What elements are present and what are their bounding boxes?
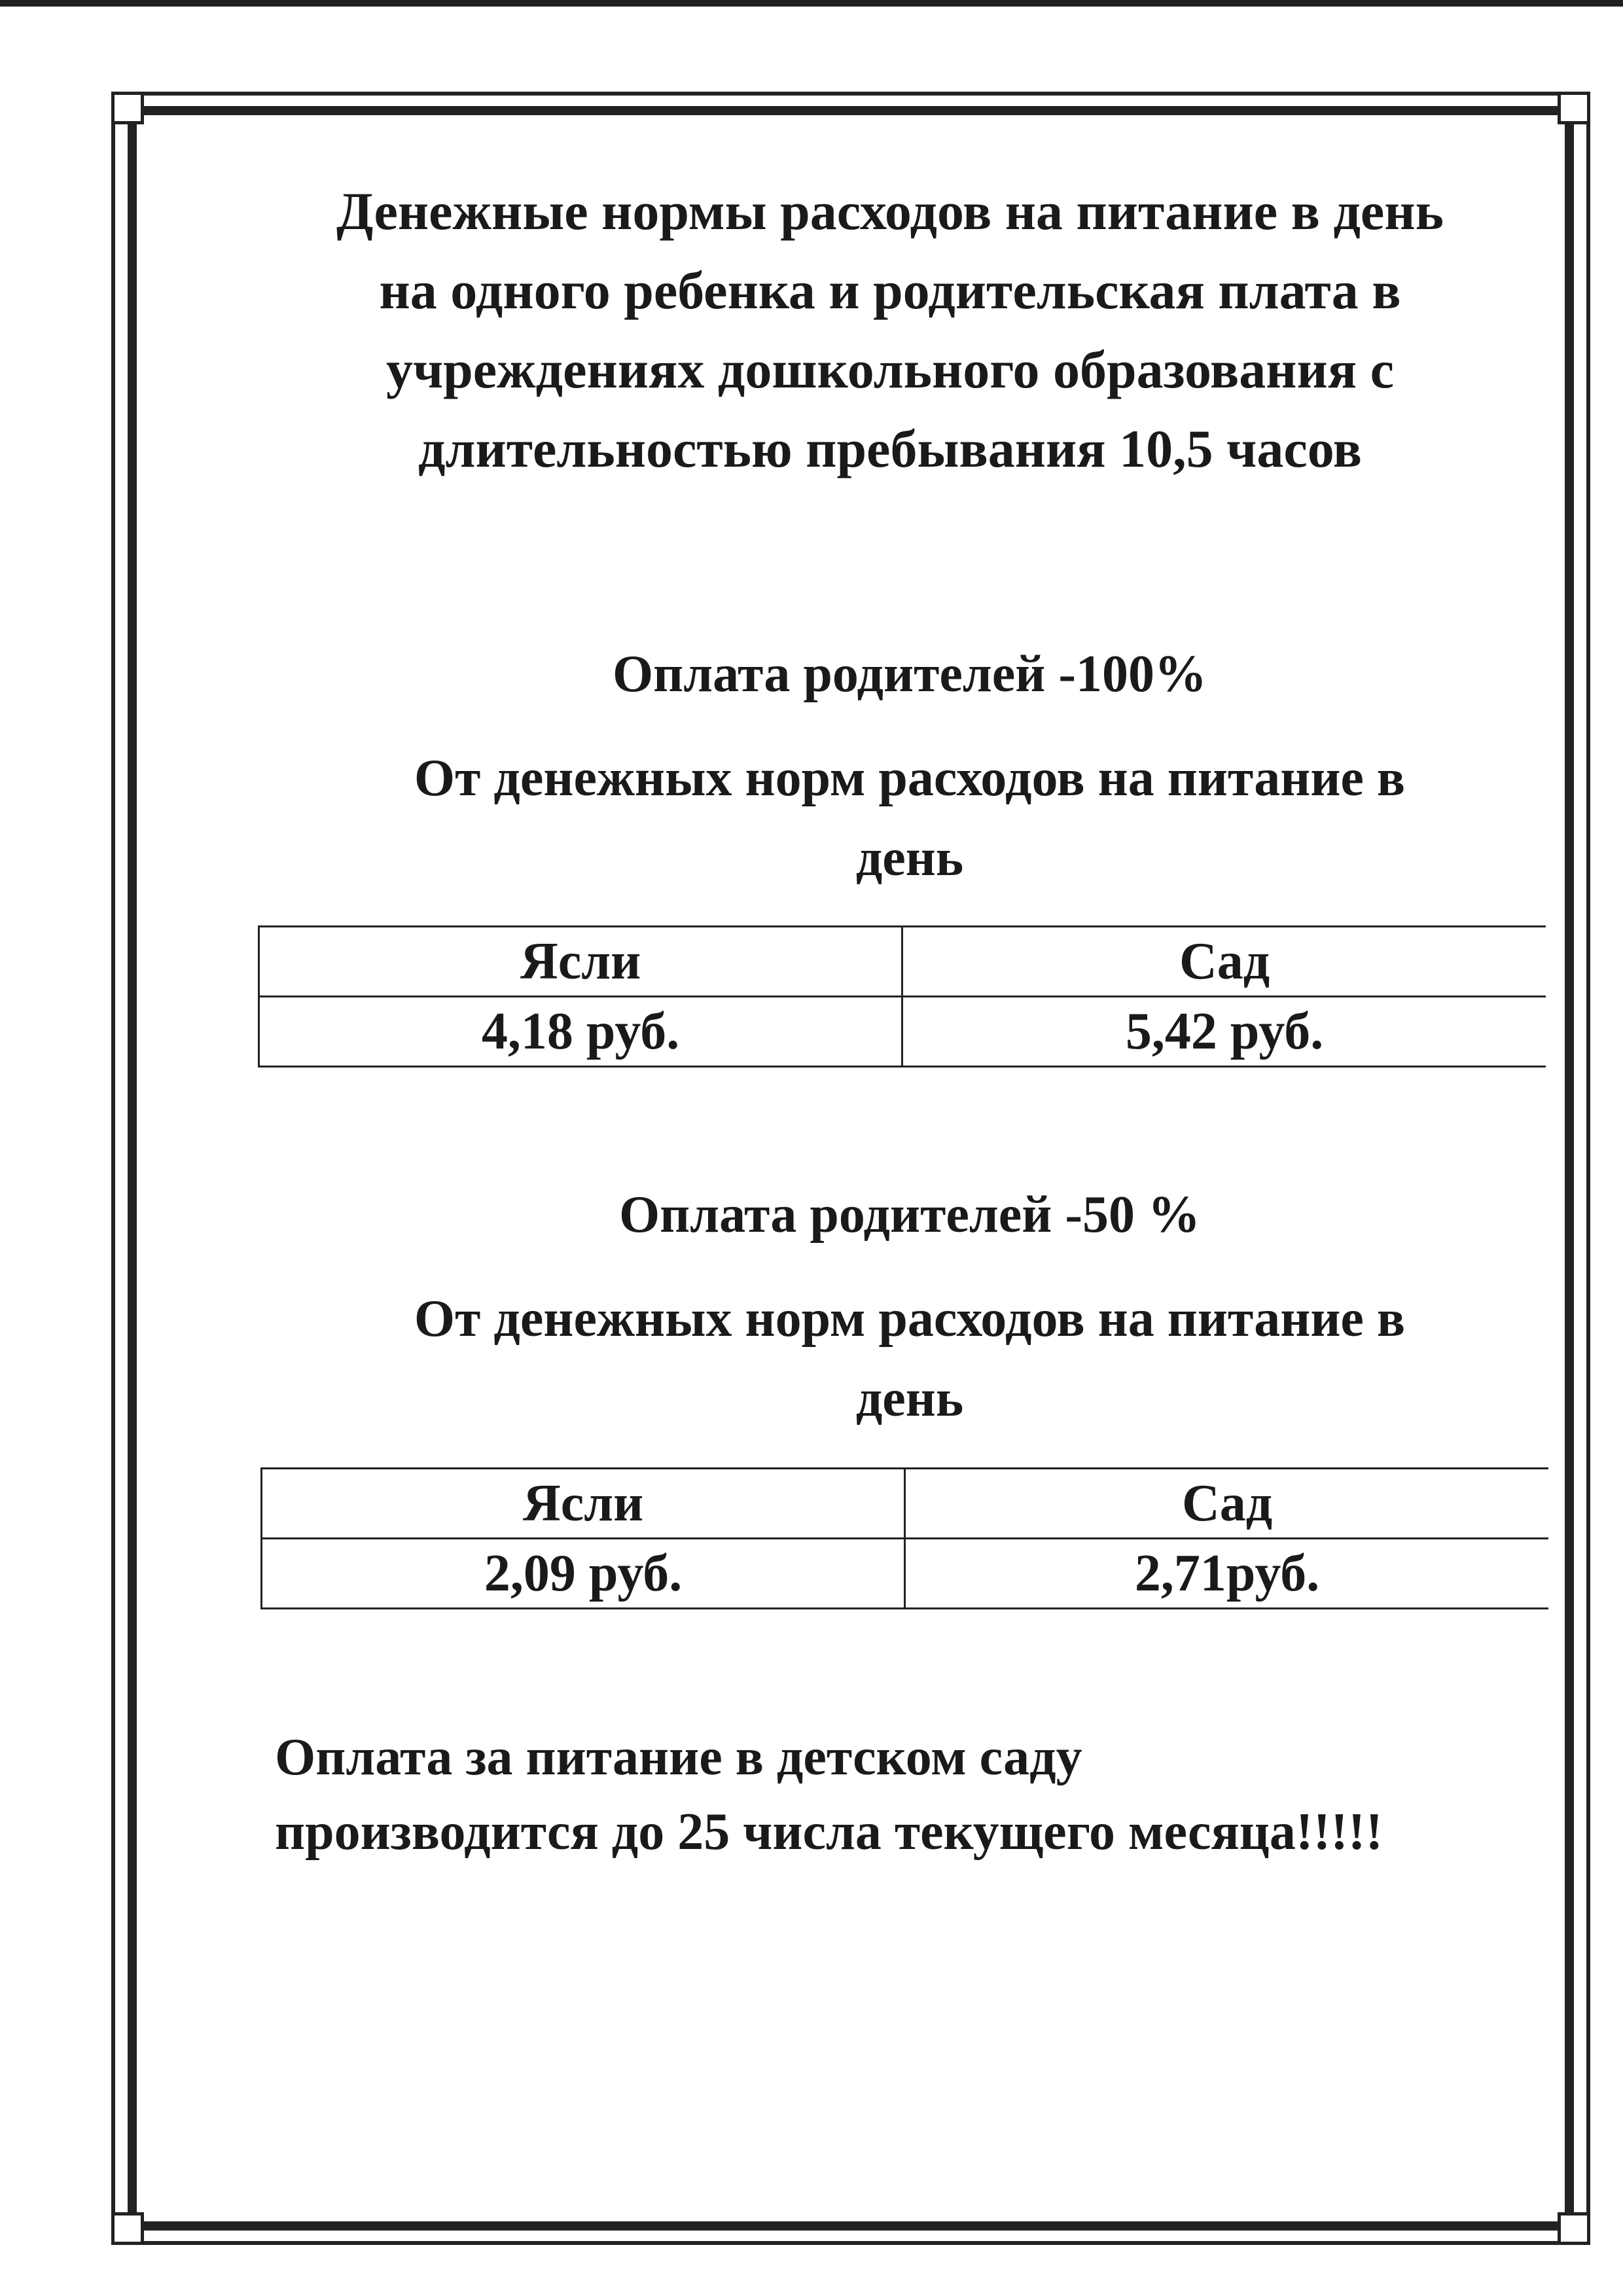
frame-corner-ornament	[1558, 2212, 1590, 2245]
title-line: Денежные нормы расходов на питание в день	[336, 181, 1444, 241]
frame-corner-ornament	[111, 2212, 144, 2245]
frame-corner-ornament	[111, 92, 144, 124]
header-nursery: Ясли	[262, 1469, 905, 1539]
section-heading-half-payment: Оплата родителей -50 %	[618, 1186, 1201, 1244]
title-line: учреждениях дошкольного образования с	[385, 340, 1395, 399]
title-line: длительностью пребывания 10,5 часов	[418, 419, 1362, 478]
subheading-line: От денежных норм расходов на питание в	[414, 1290, 1406, 1348]
header-nursery: Ясли	[259, 927, 902, 997]
rates-table-full-payment	[258, 925, 1546, 1067]
table-row	[259, 997, 1546, 1067]
section-subheading	[275, 738, 1544, 898]
section-subheading	[275, 1279, 1544, 1439]
subheading-line: От денежных норм расходов на питание в	[414, 749, 1406, 807]
section-heading-full-payment: Оплата родителей -100%	[612, 645, 1207, 703]
payment-deadline-note	[275, 1720, 1558, 1869]
value-kindergarten: 5,42 руб.	[902, 997, 1546, 1067]
table-header-row	[262, 1469, 1549, 1539]
table-row	[262, 1539, 1549, 1609]
header-kindergarten: Сад	[905, 1469, 1548, 1539]
title-line: на одного ребенка и родительская плата в	[379, 260, 1401, 320]
rates-table-half-payment	[260, 1467, 1548, 1609]
value-nursery: 2,09 руб.	[262, 1539, 905, 1609]
subheading-line: день	[855, 829, 964, 887]
value-kindergarten: 2,71руб.	[905, 1539, 1548, 1609]
document-title	[249, 171, 1531, 488]
table-header-row	[259, 927, 1546, 997]
frame-corner-ornament	[1558, 92, 1590, 124]
footer-line: производится до 25 числа текущего месяца!!!!!	[275, 1803, 1383, 1861]
value-nursery: 4,18 руб.	[259, 997, 902, 1067]
subheading-line: день	[855, 1370, 964, 1427]
footer-line: Оплата за питание в детском саду	[275, 1729, 1082, 1786]
scan-edge	[0, 0, 1623, 14]
header-kindergarten: Сад	[902, 927, 1546, 997]
